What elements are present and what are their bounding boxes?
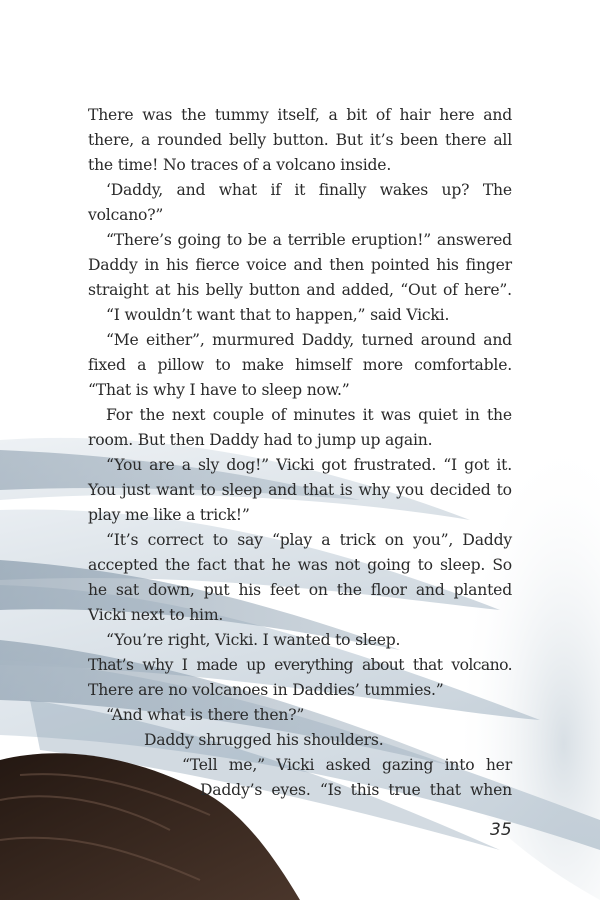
text-line-21: Vicki next to him.	[88, 606, 224, 624]
text-line-19: accepted the fact that he was not going to sleep. So	[88, 556, 512, 574]
text-line-17: play me like a trick!”	[88, 506, 250, 524]
text-line-1: There was the tummy itself, a bit of hair here and	[88, 106, 512, 124]
text-line-4: ‘Daddy, and what if it finally wakes up? The	[106, 181, 512, 199]
text-line-24: There are no volcanoes in Daddies’ tummies.”	[88, 681, 444, 699]
text-line-11: fixed a pillow to make himself more comfortable.	[88, 356, 512, 374]
text-line-2: there, a rounded belly button. But it’s been there all	[88, 131, 512, 149]
text-line-9: “I wouldn’t want that to happen,” said Vicki.	[106, 306, 450, 324]
text-line-15: “You are a sly dog!” Vicki got frustrated. “I got it.	[106, 456, 512, 474]
text-line-8: straight at his belly button and added, “Out of here”.	[88, 281, 512, 299]
text-line-16: You just want to sleep and that is why you decided to	[88, 481, 512, 499]
text-line-27: “Tell me,” Vicki asked gazing into her	[182, 756, 512, 774]
text-line-6: “There’s going to be a terrible eruption!” answered	[106, 231, 512, 249]
text-line-22: “You’re right, Vicki. I wanted to sleep.	[106, 631, 401, 649]
text-line-3: the time! No traces of a volcano inside.	[88, 156, 392, 174]
page-number: 35	[490, 820, 512, 840]
text-line-10: “Me either”, murmured Daddy, turned around and	[106, 331, 512, 349]
text-line-25: “And what is there then?”	[106, 706, 305, 724]
text-line-23: That’s why I made up everything about that volcano.	[88, 656, 512, 674]
text-line-13: For the next couple of minutes it was quiet in the	[106, 406, 512, 424]
text-line-14: room. But then Daddy had to jump up again.	[88, 431, 433, 449]
text-line-12: “That is why I have to sleep now.”	[88, 381, 350, 399]
text-line-18: “It’s correct to say “play a trick on you”, Daddy	[106, 531, 512, 549]
text-line-28: Daddy’s eyes. “Is this true that when	[200, 781, 512, 799]
text-line-20: he sat down, put his feet on the floor and planted	[88, 581, 512, 599]
text-line-7: Daddy in his fierce voice and then pointed his finger	[88, 256, 512, 274]
text-line-26: Daddy shrugged his shoulders.	[144, 731, 384, 749]
text-line-5: volcano?”	[88, 206, 164, 224]
